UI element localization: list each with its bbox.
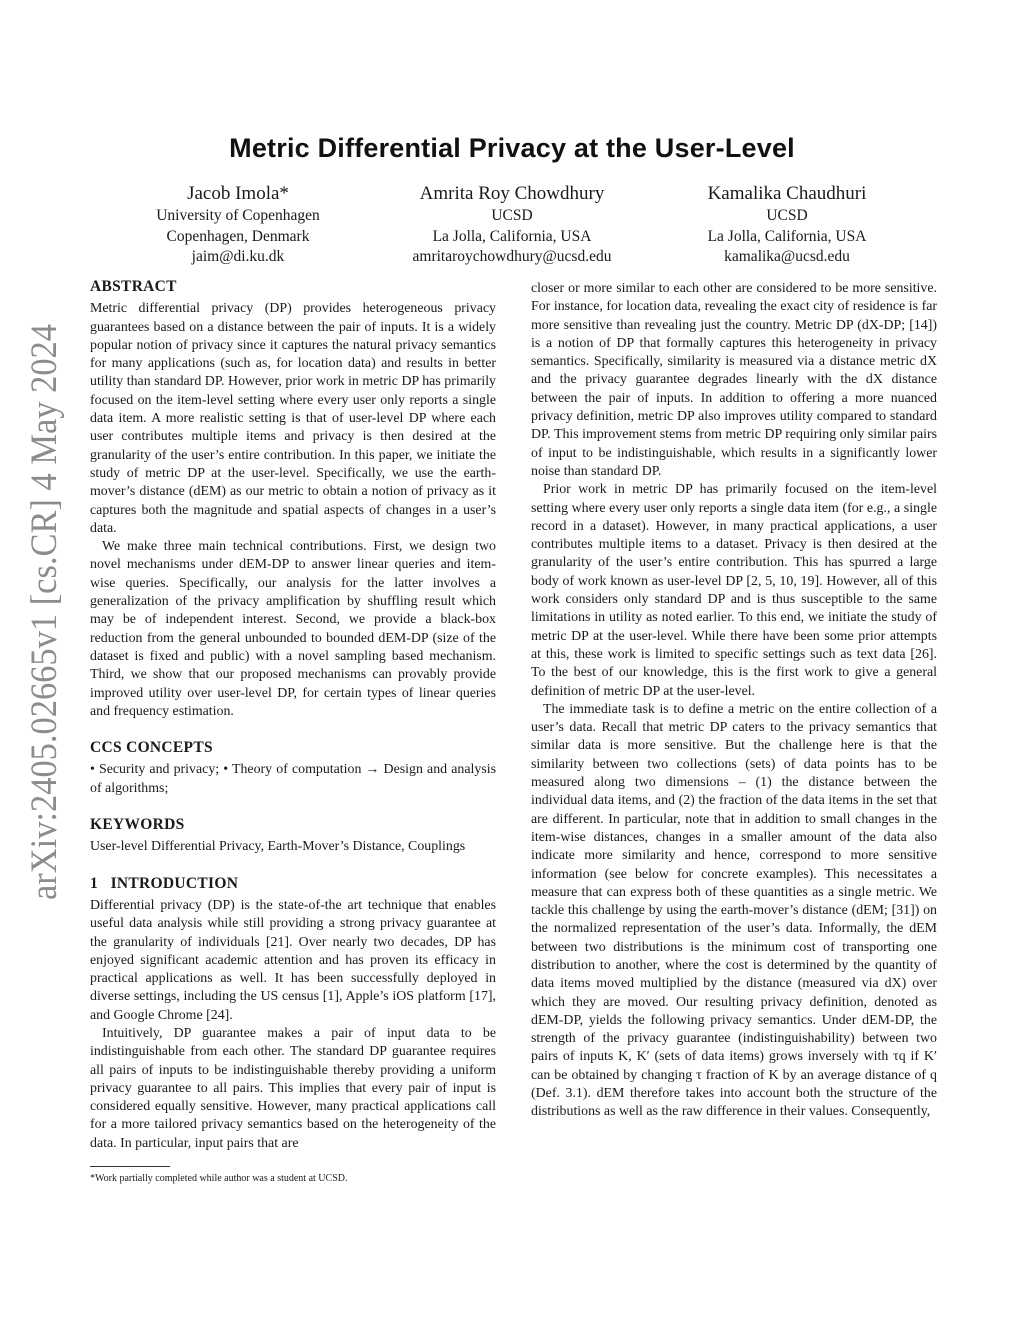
arxiv-identifier bbox=[12, 322, 68, 900]
left-column bbox=[90, 278, 496, 1153]
keywords-text: User-level Differential Privacy, Earth-Mover’s Distance, Couplings bbox=[90, 839, 466, 855]
author-name: Amrita Roy Chowdhury bbox=[419, 183, 605, 204]
ccs-text: • Security and privacy; • Theory of computation → Design and analysis of algorithms; bbox=[90, 762, 496, 796]
abstract-paragraph-1: Metric differential privacy (DP) provides heterogeneous privacy guarantees based on a distance between the pair of inputs. It is a widely popular notion of privacy since it captures the natural privacy semantics for many applications (such as, for location data) and results in better utility than standard DP. However, prior work in metric DP has primarily focused on the item-level setting where every user only reports a single data item. A more realistic setting is that of user-level DP where each user contributes multiple items and privacy is then desired at the granularity of the user’s entire contribution. In this paper, we initiate the study of metric DP at the user-level. Specifically, we use the earth-mover’s distance (dEM) as our metric to obtain a notion of privacy as it captures both the magnitude and spatial aspects of changes in a user’s data. bbox=[90, 301, 496, 536]
intro-paragraph-2-continued: closer or more similar to each other are considered to be more sensitive. For instance, for location data, revealing the exact city of residence is far more sensitive than revealing just the country. Metric DP (dX-DP; [14]) is a notion of DP that formally captures this heterogeneity in privacy semantics. Specifically, similarity is measured via a distance metric dX and the privacy guarantee degrades linearly with the dX distance between the pair of inputs. In addition to offering a more nuanced privacy definition, metric DP also improves utility compared to standard DP. This improvement stems from metric DP requiring only similar pairs of input to be indistinguishable, which results in a significantly lower noise than standard DP. bbox=[531, 281, 937, 479]
ccs-heading: CCS CONCEPTS bbox=[90, 739, 213, 757]
intro-paragraph-4: The immediate task is to define a metric on the entire collection of a user’s data. Recall that metric DP caters to the privacy semantics that similar data is more sensitive. But the challenge here is that the similarity between two collections (sets) of data points has to be measured along two dimensions – (1) the distance between the individual data items, and (2) the fraction of the data items in the set that are different. In particular, note that in addition to small changes in the item-wise distances, changes in a smaller amount of the data also indicate more similarity and hence, correspond to more sensitive information (see below for concrete examples). This necessitates a measure that can express both of these quantities as a single metric. We tackle this challenge by using the earth-mover’s distance (dEM; [31]) on the normalized representation of the user’s data. Informally, the dEM between two distributions is the minimum cost of transporting one distribution to another, where the cost is determined by the quantity of data items moved multiplied by the distance (measured via dX) over which they are moved. Our resulting privacy definition, denoted as dEM-DP, yields the following privacy semantics. Under dEM-DP, the strength of the privacy guarantee (indistinguishability) between two pairs of inputs K, K′ (sets of data items) grows inversely with τq if K′ can be obtained by changing τ fraction of K by an average distance of q (Def. 3.1). dEM therefore takes into account both the structure of the distributions as well as the raw difference in their values. Consequently, bbox=[531, 701, 937, 1120]
author-email: kamalika@ucsd.edu bbox=[724, 248, 850, 265]
author-location: Copenhagen, Denmark bbox=[166, 227, 310, 245]
keywords-heading: KEYWORDS bbox=[90, 816, 185, 834]
author-location: La Jolla, California, USA bbox=[707, 227, 867, 245]
introduction-heading: 1 INTRODUCTION bbox=[90, 874, 239, 892]
arxiv-id-text: arXiv:2405.02665v1 [cs.CR] 4 May 2024 bbox=[24, 322, 65, 900]
right-column bbox=[531, 280, 937, 1122]
author-name: Kamalika Chaudhuri bbox=[707, 183, 867, 204]
author-location: La Jolla, California, USA bbox=[432, 227, 592, 245]
abstract-paragraph-2: We make three main technical contributions. First, we design two novel mechanisms under dEM-DP to answer linear queries and item-wise queries. Specifically, our analysis for the latter involves a generalization of the privacy amplification by shuffling result which may be of independent interest. Second, we provide a black-box reduction from the general unbounded to bounded dEM-DP (size of the dataset is fixed and public) with a novel sampling based mechanism. Third, we show that our proposed mechanisms can provably provide improved utility over user-level DP, for certain types of linear queries and frequency estimation. bbox=[90, 539, 496, 719]
author-email: jaim@di.ku.dk bbox=[191, 248, 285, 265]
intro-paragraph-2: Intuitively, DP guarantee makes a pair of input data to be indistinguishable from each other. The standard DP guarantee requires all pairs of inputs to be indistinguishable thereby providing a uniform privacy guarantee to all pairs. This implies that every pair of input is considered equally sensitive. However, many practical applications call for a more tailored privacy semantics based on the heterogeneity of the data. In particular, input pairs that are bbox=[90, 1025, 496, 1151]
abstract-heading: ABSTRACT bbox=[90, 278, 177, 295]
author-affiliation: UCSD bbox=[766, 207, 808, 224]
paper-title: Metric Differential Privacy at the User-Level bbox=[229, 133, 795, 163]
author-name: Jacob Imola* bbox=[187, 183, 289, 204]
author-affiliation: University of Copenhagen bbox=[156, 207, 320, 224]
author-block-1 bbox=[88, 183, 388, 268]
author-block-2 bbox=[362, 183, 662, 268]
intro-paragraph-3: Prior work in metric DP has primarily focused on the item-level setting where every user only reports a single data item (for e.g., a single record in a dataset). However, in many practical applications, a user contributes multiple items to a dataset. Privacy is then desired at the granularity of the user’s entire contribution. This has spurred a large body of work known as user-level DP [2, 5, 10, 19]. However, all of this work considers only standard DP and is thus susceptible to the same limitations in utility as noted earlier. To this end, we initiate the study of metric DP at the user-level. While there have been some prior attempts at this, these work is limited to specific settings such as text data [26]. To the best of our knowledge, this is the first work to give a general definition of metric DP at the user-level. bbox=[531, 482, 937, 699]
footnote: *Work partially completed while author was a student at UCSD. bbox=[90, 1173, 348, 1184]
footnote-rule bbox=[90, 1166, 170, 1167]
author-block-3 bbox=[637, 183, 937, 268]
intro-paragraph-1: Differential privacy (DP) is the state-of-the art technique that enables useful data analysis while still providing a strong privacy guarantee at the granularity of individuals [21]. Over nearly two decades, DP has enjoyed significant academic attention and has proven its efficacy in practical applications as well. It has been successfully deployed in diverse settings, including the US census [1], Apple’s iOS platform [17], and Google Chrome [24]. bbox=[90, 897, 496, 1023]
author-email: amritaroychowdhury@ucsd.edu bbox=[412, 248, 612, 265]
author-affiliation: UCSD bbox=[491, 207, 533, 224]
